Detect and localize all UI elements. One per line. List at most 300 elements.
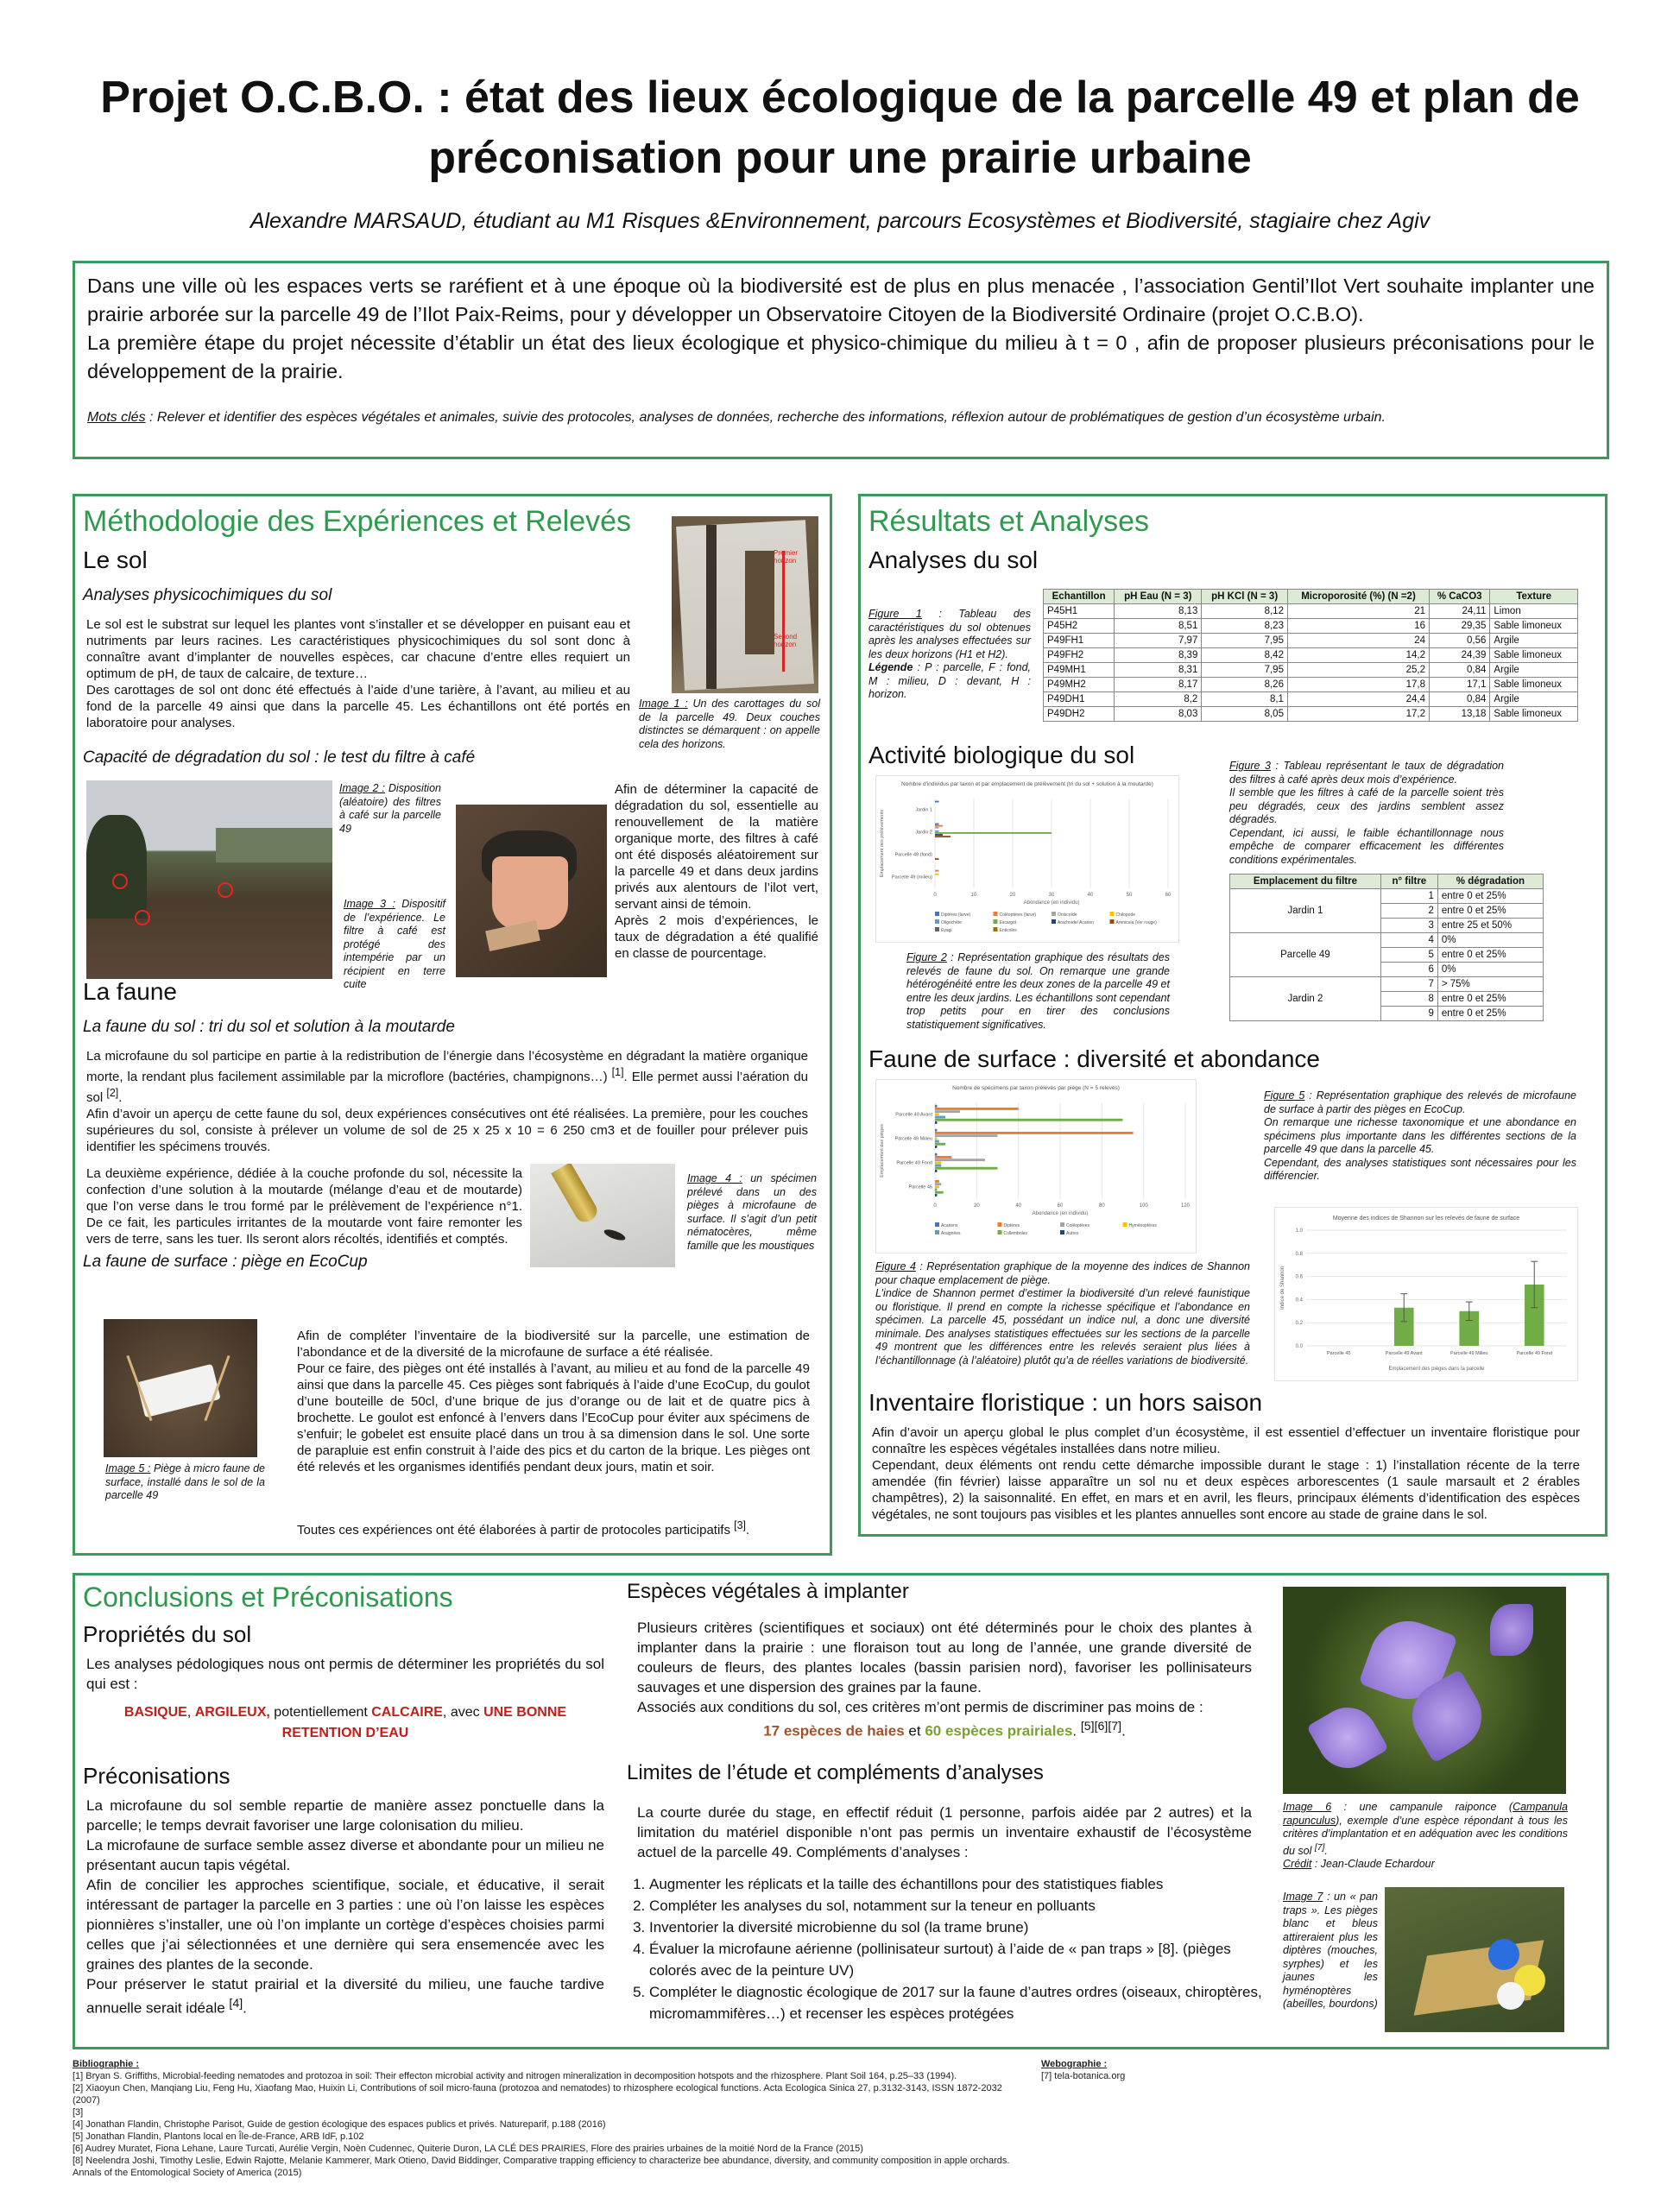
physico-heading: Analyses physicochimiques du sol: [83, 586, 332, 604]
bar: [935, 1180, 939, 1183]
soil-table-cell: 8,42: [1202, 648, 1288, 663]
bar: [935, 1140, 939, 1143]
soil-table-cell: Argile: [1490, 692, 1578, 707]
degradation-table-cell: 1: [1380, 889, 1437, 904]
filters-field-photo: [86, 780, 332, 979]
plant-criteria: Plusieurs critères (scientifiques et sociaux) ont été déterminés pour le choix des plantes à implanter dans la prairie : une floraison tout au long de l’année, une grande diversité de couleurs de fleurs, des plantes locales (bassin parisien nord), favoriser les pollinisateurs sauvages et une dispersion des graines par la faune.: [637, 1620, 1252, 1695]
plant-species-text: [637, 1618, 1252, 1741]
image-6-caption: Image 6 : une campanule raiponce (Campanula rapunculus), exemple d’une espèce répondant à tous les critères d’implantation et en adéquation avec les conditions du sol [7]. Crédit : Jean-Claude Echardour: [1283, 1801, 1568, 1871]
degradation-table-header-cell: Emplacement du filtre: [1230, 875, 1381, 889]
soil-fauna-text-b: . Elle permet aussi l’aération du sol: [86, 1070, 809, 1105]
soil-table-cell: P45H1: [1044, 604, 1115, 619]
keywords-text: : Relever et identifier des espèces végétales et animales, suivie des protocoles, analyses de données, recherche des informations, réflexion autour de problématiques de gestion d’un écosystème urbain.: [145, 410, 1386, 425]
and-text: et: [904, 1722, 925, 1740]
y-tick-label: 0.6: [1295, 1274, 1303, 1280]
bar: [935, 858, 939, 860]
degradation-table-cell: > 75%: [1437, 977, 1543, 992]
limits-list: [622, 1873, 1279, 2024]
bar: [935, 824, 939, 825]
soil-table-cell: 14,2: [1287, 648, 1429, 663]
image-6-species: Campanula rapunculus: [1283, 1801, 1568, 1827]
recommendation-4-text: Pour préserver le statut prairial et la diversité du milieu, une fauche tardive annuelle serait idéale: [86, 1976, 604, 2017]
mustard-text: La deuxième expérience, dédiée à la couche profonde du sol, nécessite la confection d’une solution à la moutarde (mélange d’eau et de moutarde) que l’on verse dans le trou formé par le prélèvement de l’expérience n°1. De ce fait, les particules irritantes de la moutarde vont faire remonter les vers de terre, sans les tuer. Ils seront alors récoltés, identifiés et comptés.: [86, 1166, 522, 1247]
degradation-table-header-cell: n° filtre: [1380, 875, 1437, 889]
soil-table-cell: 13,18: [1430, 707, 1490, 722]
soil-table-cell: 8,2: [1115, 692, 1202, 707]
webography-list: [1041, 2070, 1300, 2082]
figure-2-text: : Représentation graphique des résultats des relevés de faune du sol. On remarque une grande hétérogénéité entre les deux zones de la parcelle 49 et entre les deux jardins. Les échantillons sont cependant trop petits pour en tirer des conclusions statistiquement significatives.: [906, 951, 1170, 1031]
bar: [935, 1183, 941, 1185]
image-3-caption-label: Image 3 :: [344, 898, 395, 910]
soil-table-cell: P49DH1: [1044, 692, 1115, 707]
x-axis-label: Abondance (en individu): [1023, 900, 1080, 906]
soil-table-row: [1044, 634, 1578, 648]
soil-table-header-cell: pH KCl (N = 3): [1202, 590, 1288, 604]
soil-table-cell: 17,2: [1287, 707, 1429, 722]
image-1-caption-text: Un des carottages du sol de la parcelle 49. Deux couches distinctes se démarquent : on appelle cela des horizons.: [639, 698, 821, 750]
bibliography-item: [4] Jonathan Flandin, Christophe Parisot, Guide de gestion écologique des espaces publics et privés. Natureparif, p.188 (2016): [73, 2119, 606, 2130]
figure-5-text-b: On remarque une richesse taxonomique et une abondance en spécimens plus importante dans les différentes sections de la parcelle 49 que dans la parcelle 45.: [1264, 1116, 1576, 1155]
separator: ,: [186, 1705, 195, 1720]
flower-petal: [1306, 1696, 1389, 1779]
bibliography-item: [8] Neelendra Joshi, Timothy Leslie, Edwin Rajotte, Melanie Kammerer, Mark Otieno, David Biddinger, Comparative trapping efficiency to characterize bee abundance, diversity, and community composition in apple orchards. Annals of the Entomological Society of America (2015): [73, 2156, 1010, 2178]
degradation-table-row: [1230, 933, 1544, 948]
limit-item: 2. Compléter les analyses du sol, notamment sur la teneur en polluants: [649, 1895, 1279, 1916]
legend-label: Coléoptères (larve): [999, 912, 1037, 918]
author-line: Alexandre MARSAUD, étudiant au M1 Risques &Environnement, parcours Ecosystèmes et Biodiversité, stagiaire chez Agiv: [249, 209, 1431, 233]
legend-label: Légende: [868, 661, 913, 673]
soil-table-cell: 8,05: [1202, 707, 1288, 722]
bio-activity-heading: Activité biologique du sol: [868, 742, 1135, 768]
soil-table-cell: 7,95: [1202, 634, 1288, 648]
soil-table-cell: 25,2: [1287, 663, 1429, 678]
degradation-table-group: Jardin 1: [1230, 889, 1381, 933]
y-tick-label: Parcelle 49 (milieu): [891, 875, 932, 881]
legend-swatch: [998, 1222, 1002, 1227]
soil-table-cell: Limon: [1490, 604, 1578, 619]
shannon-chart-svg: [1275, 1208, 1577, 1380]
bar: [935, 1165, 941, 1167]
figure-2-label: Figure 2: [906, 951, 947, 963]
soil-table-header: [1044, 590, 1578, 604]
soil-paragraph-2: Des carottages de sol ont donc été effectués à l’aide d’une tarière, à l’avant, au milieu et au fond de la parcelle 49 ainsi que dans la parcelle 45. Les échantillons ont été portés en laboratoire pour analyses.: [86, 683, 630, 730]
filter-setup-photo: [456, 805, 607, 977]
x-tick-label: 20: [1009, 893, 1016, 898]
x-tick-label: 10: [970, 893, 977, 898]
x-tick-label: 60: [1165, 893, 1172, 898]
soil-table: [1043, 589, 1578, 722]
bar: [935, 834, 943, 836]
degradation-table-cell: 3: [1380, 919, 1437, 933]
x-tick-label: 0: [933, 893, 937, 898]
bibliography-item: [6] Audrey Muratet, Fiona Lehane, Laure Turcati, Aurélie Vergin, Noèn Cudennec, Quiterie Duron, LA CLÉ DES PRAIRIES, Flore des prairies urbaines de la moitié Nord de la France (2015): [73, 2144, 863, 2154]
surface-fauna-chart: [875, 1079, 1197, 1253]
legend-swatch: [994, 927, 998, 931]
soil-table-cell: Sable limoneux: [1490, 678, 1578, 692]
legend-swatch: [998, 1230, 1002, 1234]
legend-label: Arachnide/ Acarien: [1058, 920, 1094, 925]
soil-table-cell: P49FH1: [1044, 634, 1115, 648]
degradation-heading: Capacité de dégradation du sol : le test du filtre à café: [83, 748, 476, 767]
image-4-caption-text: un spécimen prélevé dans un des pièges à microfaune de surface. Il s’agit d’un petit nématocères, même famille que les moustiques: [687, 1172, 817, 1252]
y-tick-label: Parcelle 49 Fond: [896, 1160, 932, 1166]
limit-item: 3. Inventorier la diversité microbienne du sol (la trame brune): [649, 1916, 1279, 1938]
legend-swatch: [935, 927, 939, 931]
bibliography-label: Bibliographie :: [73, 2059, 139, 2069]
soil-table-header-cell: % CaCO3: [1430, 590, 1490, 604]
legend-swatch: [1052, 919, 1056, 924]
bar: [935, 1156, 951, 1159]
legend-swatch: [935, 919, 939, 924]
legend-label: Araignées: [941, 1231, 961, 1236]
x-axis-label: Emplacement des pièges dans la parcelle: [1388, 1367, 1485, 1372]
legend-label: Chilopode: [1115, 912, 1136, 918]
plant-counts: 17 espèces de haies et 60 espèces prairiales. [5][6][7].: [763, 1720, 1126, 1740]
soil-analysis-heading: Analyses du sol: [868, 546, 1039, 573]
webography-label: Webographie :: [1041, 2059, 1108, 2069]
legend-swatch: [935, 1222, 939, 1227]
image-2-caption-text: Disposition (aléatoire) des filtres à café sur la parcelle 49: [339, 782, 441, 835]
bibliography-item: [5] Jonathan Flandin, Plantons local en Île-de-France, ARB IdF, p.102: [73, 2131, 364, 2142]
soil-fauna-chart-svg: [876, 776, 1178, 942]
webography: [1041, 2058, 1300, 2082]
figure-1-caption: [868, 608, 1031, 702]
recommendation-4: Pour préserver le statut prairial et la diversité du milieu, une fauche tardive annuelle serait idéale [4].: [86, 1976, 604, 2017]
y-tick-label: 0.2: [1295, 1321, 1303, 1327]
horizon-1-label: Premier horizon: [774, 549, 799, 565]
y-tick-label: Jardin 2: [915, 830, 932, 836]
degradation-table-cell: entre 0 et 25%: [1437, 1007, 1543, 1021]
soil-fauna-heading: La faune du sol : tri du sol et solution à la moutarde: [83, 1018, 455, 1036]
horizon-2-label: Second horizon: [774, 633, 798, 648]
x-tick-label: Parcelle 49 Milieu: [1450, 1351, 1488, 1356]
x-tick-label: 60: [1057, 1203, 1064, 1209]
y-tick-label: Parcelle 49 Avant: [895, 1112, 932, 1118]
soil-table-cell: P49FH2: [1044, 648, 1115, 663]
intro-box: [73, 261, 1609, 459]
bar: [935, 1137, 937, 1140]
figure-4-text: : Représentation graphique de la moyenne des indices de Shannon pour chaque emplacement de piège.: [875, 1260, 1251, 1286]
protocols-note: Toutes ces expériences ont été élaborées à partir de protocoles participatifs [3].: [297, 1519, 750, 1538]
legend-label: Hyménoptères: [1128, 1223, 1158, 1228]
bar: [935, 832, 1052, 834]
legend-swatch: [935, 1230, 939, 1234]
soil-table-cell: 7,97: [1115, 634, 1202, 648]
degradation-table-cell: 5: [1380, 948, 1437, 963]
recommendations-text: [86, 1796, 604, 2018]
bar: [935, 1146, 937, 1148]
chart-title: Nombre de spécimens par taxon prélevés par piège (N = 5 relevés): [952, 1085, 1120, 1091]
floristic-paragraph-2: Cependant, deux éléments ont rendu cette démarche impossible durant le stage : 1) l’installation récente de la terre amendée (fin février) laisse apparaître un sol nu et deux espèces arborescentes (1 saule marsault et 2 érables champêtres), 2) la saisonnalité. En effet, en mars et en avril, les fleurs, principaux éléments d’identification des espèces végétales, ne sont toujours pas visibles et les plantes annuelles sont encore au stade de graine dans le sol.: [872, 1458, 1580, 1522]
image-1-caption: [639, 698, 820, 751]
soil-table-body: [1044, 604, 1578, 722]
y-axis-label: Emplacement des pièges: [880, 1124, 885, 1178]
garden-hedge: [216, 828, 332, 862]
recommendation-3: Afin de concilier les approches scientifique, sociale, et éducative, il serait intéressant de partager la parcelle en 3 parties : une où l’on laisse les espèces pionnières s’installer, une où l’on implante un cortège d’espèces choisies parmi celles que j’ai sélectionnées et une dernière qui sera ensemencée avec les graines des plantes de la seconde.: [86, 1877, 604, 1973]
x-tick-label: Parcelle 45: [1326, 1351, 1351, 1356]
degradation-table-cell: 0%: [1437, 963, 1543, 977]
image-5-caption-label: Image 5 :: [105, 1462, 151, 1474]
soil-table-cell: 0,84: [1430, 663, 1490, 678]
soil-table-cell: 0,84: [1430, 692, 1490, 707]
x-tick-label: Parcelle 49 Fond: [1516, 1351, 1553, 1356]
soil-table-cell: P49DH2: [1044, 707, 1115, 722]
soil-table-cell: 8,31: [1115, 663, 1202, 678]
degradation-table-cell: 9: [1380, 1007, 1437, 1021]
figure-5-text: : Représentation graphique des relevés de microfaune de surface à partir des pièges en EcoCup.: [1264, 1089, 1577, 1115]
soil-table-cell: 17,8: [1287, 678, 1429, 692]
chart-title: Moyenne des indices de Shannon sur les relevés de faune de surface: [1332, 1216, 1520, 1222]
soil-properties-heading: Propriétés du sol: [83, 1621, 252, 1647]
y-tick-label: 0.0: [1295, 1344, 1303, 1349]
bar: [935, 874, 939, 875]
x-tick-label: 0: [933, 1203, 937, 1209]
fauna-heading: La faune: [83, 978, 177, 1005]
x-tick-label: 40: [1087, 893, 1094, 898]
figure-1-label: Figure 1: [868, 608, 922, 620]
legend-label: Oniscoïde: [1058, 912, 1077, 918]
soil-properties-text: Les analyses pédologiques nous ont permis de déterminer les propriétés du sol qui est :: [86, 1656, 604, 1692]
figure-4-text-b: L’indice de Shannon permet d’estimer la biodiversité d’un relevé faunistique ou floristique. Il prend en compte la richesse spécifique et l’abondance en spécimen. La parcelle 45, possédant un indice nul, a donc une diversité minimale. Des analyses statistiques effectuées sur les sections de la parcelle 49 montrent que les différences entre les relevés seraient plus liées à l’échantillonnage (à l’aléatoire) plutôt qu’a de réelles variations de biodiversité.: [875, 1287, 1250, 1367]
bar: [935, 1194, 937, 1197]
bar: [935, 1119, 1123, 1121]
floristic-heading: Inventaire floristique : un hors saison: [868, 1389, 1263, 1416]
filter-marker: [135, 910, 150, 925]
soil-table-header-cell: Microporosité (%) (N =2): [1287, 590, 1429, 604]
surface-fauna-results-heading: Faune de surface : diversité et abondance: [868, 1045, 1321, 1072]
soil-table-row: [1044, 648, 1578, 663]
degradation-table-cell: entre 0 et 25%: [1437, 992, 1543, 1007]
soil-core-photo: [672, 516, 818, 693]
credit-label: Crédit: [1283, 1858, 1312, 1871]
soil-table-cell: 8,39: [1115, 648, 1202, 663]
figure-3-text-c: Cependant, ici aussi, le faible échantillonnage nous empêche de comparer efficacement les différentes conditions expérimentales.: [1229, 826, 1504, 866]
degradation-table-cell: 4: [1380, 933, 1437, 948]
soil-table-row: [1044, 619, 1578, 634]
soil-table-cell: 21: [1287, 604, 1429, 619]
image-4-caption-label: Image 4 :: [687, 1172, 742, 1184]
property-with: , avec: [442, 1705, 484, 1720]
recommendation-2: La microfaune de surface semble assez diverse et abondante pour un milieu ne présentant aucun tapis végétal.: [86, 1837, 604, 1873]
intro-paragraph-1: Dans une ville où les espaces verts se raréfient et à une époque où la biodiversité est de plus en plus menacée , l’association Gentil’Ilot Vert souhaite implanter une prairie arborée sur la parcelle 49 de l’Ilot Paix-Reims, pour y développer un Observatoire Citoyen de la Biodiversité Ordinaire (projet O.C.B.O).: [87, 275, 1595, 325]
webography-item: [7] tela-botanica.org: [1041, 2071, 1126, 2081]
legend-label: Diptères (larve): [941, 912, 971, 918]
blue-bowl: [1488, 1939, 1519, 1970]
bar: [935, 1134, 998, 1137]
image-4-caption: [687, 1172, 817, 1253]
bar: [935, 827, 939, 829]
intro-paragraph-2: La première étape du projet nécessite d’établir un état des lieux écologique et physico-chimique du milieu à t = 0 , afin de proposer plusieurs préconisations pour le développement de la prairie.: [87, 332, 1595, 382]
tree-silhouette: [86, 815, 147, 919]
y-tick-label: 1.0: [1295, 1228, 1303, 1234]
degradation-table-cell: entre 25 et 50%: [1437, 919, 1543, 933]
soil-paragraph-1: Le sol est le substrat sur lequel les plantes vont s’installer et se développer en puisant eau et nutriments par leurs racines. Les caractéristiques physicochimiques du sol sont donc à connaître avant d’implanter de nouvelles espèces, car chacune d’entre elles requiert un optimum de pH, de taux de calcaire, de texture…: [86, 617, 630, 681]
x-tick-label: 30: [1048, 893, 1055, 898]
legend-label: Eyagi: [941, 928, 952, 933]
degradation-table-group: Jardin 2: [1230, 977, 1381, 1021]
property-potential: potentiellement: [269, 1705, 372, 1720]
bar: [935, 1143, 945, 1146]
legend-swatch: [1110, 919, 1115, 924]
bar: [935, 1191, 944, 1194]
plant-criteria-2: Associés aux conditions du sol, ces critères m’ont permis de discriminer pas moins de :: [637, 1699, 1203, 1715]
title-line-1: Projet O.C.B.O. : état des lieux écologique de la parcelle 49 et plan de: [100, 73, 1580, 123]
y-tick-label: Jardin 1: [915, 807, 932, 813]
soil-table-cell: 8,13: [1115, 604, 1202, 619]
figure-3-caption: [1229, 760, 1504, 867]
image-2-caption-label: Image 2 :: [339, 782, 385, 794]
soil-fauna-paragraph-2: Afin d’avoir un aperçu de cette faune du sol, deux expériences consécutives ont été réalisées. La première, pour les couches supérieures du sol, consiste à prélever un volume de sol de 25 x 25 x 10 = 6 250 cm3 et de fouiller pour prélever puis identifier les spécimens trouvés.: [86, 1107, 808, 1154]
soil-table-header-cell: Echantillon: [1044, 590, 1115, 604]
bar: [935, 1167, 998, 1170]
pan-traps-photo: [1385, 1887, 1564, 2032]
bar: [935, 1105, 937, 1108]
x-tick-label: Parcelle 49 Avant: [1385, 1351, 1423, 1356]
degradation-table-cell: entre 0 et 25%: [1437, 889, 1543, 904]
bar: [935, 825, 943, 827]
y-axis-label: Emplacement des prélèvements: [880, 809, 885, 878]
soil-table-cell: 24,39: [1430, 648, 1490, 663]
degradation-table-cell: 2: [1380, 904, 1437, 919]
soil-table-cell: P49MH2: [1044, 678, 1115, 692]
limit-item: 5. Compléter le diagnostic écologique de 2017 sur la faune d’autres ordres (oiseaux, chiroptères, micromammifères…) et recenser les espèces protégées: [649, 1981, 1279, 2024]
soil-table-cell: P45H2: [1044, 619, 1115, 634]
soil-table-cell: 8,23: [1202, 619, 1288, 634]
legend-swatch: [994, 919, 998, 924]
x-tick-label: 120: [1180, 1203, 1191, 1209]
soil-table-cell: 8,17: [1115, 678, 1202, 692]
soil-table-cell: 8,1: [1202, 692, 1288, 707]
ref-2: [2]: [106, 1087, 119, 1099]
property-calcareous: CALCAIRE: [371, 1705, 443, 1720]
x-tick-label: 20: [973, 1203, 980, 1209]
bar: [935, 1132, 1134, 1134]
horizon-marker-line: [782, 551, 785, 672]
hedge-species-count: 17 espèces de haies: [763, 1722, 905, 1740]
chart-title: Nombre d'individus par taxon et par emplacement de prélèvement (tri du sol + solution à la moutarde): [901, 781, 1153, 787]
insect-body: [603, 1228, 627, 1242]
protocols-text: Toutes ces expériences ont été élaborées à partir de protocoles participatifs: [297, 1523, 730, 1538]
legend-label: Autres: [1066, 1231, 1079, 1236]
pen-tip: [551, 1164, 601, 1226]
limit-item: 1. Augmenter les réplicats et la taille des échantillons pour des statistiques fiables: [649, 1873, 1279, 1895]
filter-marker: [218, 882, 233, 898]
bar: [935, 836, 951, 837]
ref-1: [1]: [611, 1066, 624, 1078]
figure-5-caption: [1264, 1089, 1576, 1184]
bibliography-item: [3]: [73, 2107, 84, 2118]
legend-label: Escargot: [999, 920, 1017, 925]
soil-properties-summary: [86, 1702, 604, 1744]
legend-swatch: [935, 912, 939, 916]
figure-4-label: Figure 4: [875, 1260, 916, 1272]
poster-title: [52, 67, 1628, 188]
bar: [935, 1153, 937, 1156]
bibliography-item: [1] Bryan S. Griffiths, Microbial-feeding nematodes and protozoa in soil: Their effecton microbial activity and nitrogen mineralization in decomposition hotspots and the rhizosphere. Plant Soil 164, p.25–33 (1994).: [73, 2071, 957, 2081]
ecocup-trap-photo: [104, 1319, 257, 1457]
image-7-label: Image 7: [1283, 1891, 1323, 1903]
title-line-2: préconisation pour une prairie urbaine: [428, 133, 1252, 183]
y-axis-label: Indice de Shannon: [1280, 1266, 1285, 1310]
degradation-table-cell: 7: [1380, 977, 1437, 992]
legend-label: Arenicula (Ver rouge): [1115, 920, 1157, 925]
bibliography-list: [73, 2070, 1022, 2179]
floristic-paragraph-1: Afin d’avoir un aperçu global le plus complet d’un écosystème, il est essentiel d’effectuer un inventaire floristique pour connaître les espèces végétales installées dans notre milieu.: [872, 1425, 1580, 1456]
limits-text: La courte durée du stage, en effectif réduit (1 personne, parfois aidée par 2 autres) et la limitation du matériel disponible n’ont pas permis un inventaire exhaustif de l’écosystème actuel de la parcelle 49. Compléments d’analyses :: [637, 1804, 1252, 1860]
bar: [935, 1159, 985, 1161]
soil-table-cell: 8,51: [1115, 619, 1202, 634]
image-7-text: : un « pan traps ». Les pièges blanc et bleus attireraient plus les diptères (mouches, syrphes) et les jaunes les hyménoptères (abeilles, bourdons): [1283, 1891, 1379, 2010]
soil-sample: [745, 551, 774, 654]
image-6-text-b: ), exemple d’une espèce répondant à tous les critères d’implantation et en adéquation avec les conditions du sol: [1283, 1814, 1568, 1857]
soil-table-cell: 24,11: [1430, 604, 1490, 619]
y-tick-label: Parcelle 49 (fond): [894, 852, 932, 858]
soil-table-cell: Sable limoneux: [1490, 707, 1578, 722]
degradation-table-header: [1230, 875, 1544, 889]
legend-label: Acariens: [941, 1223, 958, 1228]
soil-table-cell: Argile: [1490, 663, 1578, 678]
property-basic: BASIQUE: [123, 1705, 187, 1720]
legend-swatch: [1060, 1230, 1064, 1234]
soil-table-cell: 17,1: [1430, 678, 1490, 692]
keywords: [87, 403, 1595, 432]
floristic-text: [872, 1424, 1580, 1523]
image-6-text: : une campanule raiponce (: [1331, 1801, 1513, 1813]
soil-table-cell: 24: [1287, 634, 1429, 648]
recommendations-heading: Préconisations: [83, 1763, 231, 1789]
bibliography-item: [2] Xiaoyun Chen, Manqiang Liu, Feng Hu, Xiaofang Mao, Huixin Li, Contributions of soil micro-fauna (protozoa and nematodes) to rhizosphere ecological functions. Acta Ecologica Sinica 27, p.3132-3143, ISSN 1872-2032 (2007): [73, 2083, 1002, 2106]
degradation-table-group: Parcelle 49: [1230, 933, 1381, 977]
legend-swatch: [1052, 912, 1056, 916]
soil-table-cell: 29,35: [1430, 619, 1490, 634]
legend-label: Collemboles: [1003, 1231, 1028, 1236]
x-tick-label: 80: [1098, 1203, 1105, 1209]
credit-text: : Jean-Claude Echardour: [1311, 1858, 1435, 1871]
meadow-species-count: 60 espèces prairiales: [925, 1722, 1073, 1740]
soil-table-row: [1044, 678, 1578, 692]
soil-fauna-chart: [875, 775, 1179, 943]
ref-4: [4]: [229, 1997, 243, 2011]
degradation-table-cell: 6: [1380, 963, 1437, 977]
soil-table-cell: 24,4: [1287, 692, 1429, 707]
legend-label: Enticoles: [999, 928, 1017, 933]
soil-table-header-cell: pH Eau (N = 3): [1115, 590, 1202, 604]
x-tick-label: 100: [1139, 1203, 1148, 1209]
ref-3: [3]: [734, 1519, 747, 1531]
results-heading: Résultats et Analyses: [868, 505, 1150, 538]
surface-fauna-heading: La faune de surface : piège en EcoCup: [83, 1253, 368, 1271]
bar: [935, 1116, 945, 1119]
x-tick-label: 50: [1126, 893, 1133, 898]
x-axis-label: Abondance (en individu): [1032, 1211, 1089, 1216]
soil-table-cell: 8,03: [1115, 707, 1202, 722]
pot-shard: [485, 920, 540, 951]
limit-item: 4. Évaluer la microfaune aérienne (pollinisateur surtout) à l’aide de « pan traps » [8]. (pièges colorés avec de la peinture UV): [649, 1938, 1279, 1981]
soil-table-cell: Argile: [1490, 634, 1578, 648]
plant-species-heading: Espèces végétales à implanter: [627, 1580, 909, 1603]
y-tick-label: 0.8: [1295, 1251, 1303, 1257]
legend-label: Diptères: [1003, 1223, 1020, 1228]
degradation-table-body: [1230, 889, 1544, 1021]
campanula-photo: [1283, 1587, 1566, 1794]
surface-paragraph-2: Pour ce faire, des pièges ont été installés à l’avant, au milieu et au fond de la parcelle 49 ainsi que dans la parcelle 45. Ces pièges sont fabriqués à l’aide d’une EcoCup, du goulot d’une bouteille de 50cl, d’une brique de jus d’orange ou de lait et de quatre pics à brochette. Le goulot est enfoncé à l’envers dans l’EcoCup pour éviter aux spécimens de s’enfuir; le gobelet est ensuite placé dans un trou à sa dimension dans le sol. Une sorte de parapluie est enfin construit à l’aide des pics et du carton de la brique. Les pièges ont été relevés et les organismes identifiés pendant deux jours, matin et soir.: [297, 1361, 810, 1474]
y-tick-label: Parcelle 45: [908, 1184, 932, 1190]
image-3-caption: [344, 898, 445, 992]
degradation-table: [1229, 874, 1544, 1021]
degradation-paragraph-1: Afin de déterminer la capacité de dégradation du sol, essentielle au renouvellement de la matière organique morte, des filtres à café ont été disposés aléatoirement sur la parcelle 49 et dans deux jardins privés aux alentours de l’ilot vert, servant ainsi de témoin.: [615, 782, 818, 912]
soil-table-cell: 0,56: [1430, 634, 1490, 648]
bar: [935, 1189, 937, 1191]
